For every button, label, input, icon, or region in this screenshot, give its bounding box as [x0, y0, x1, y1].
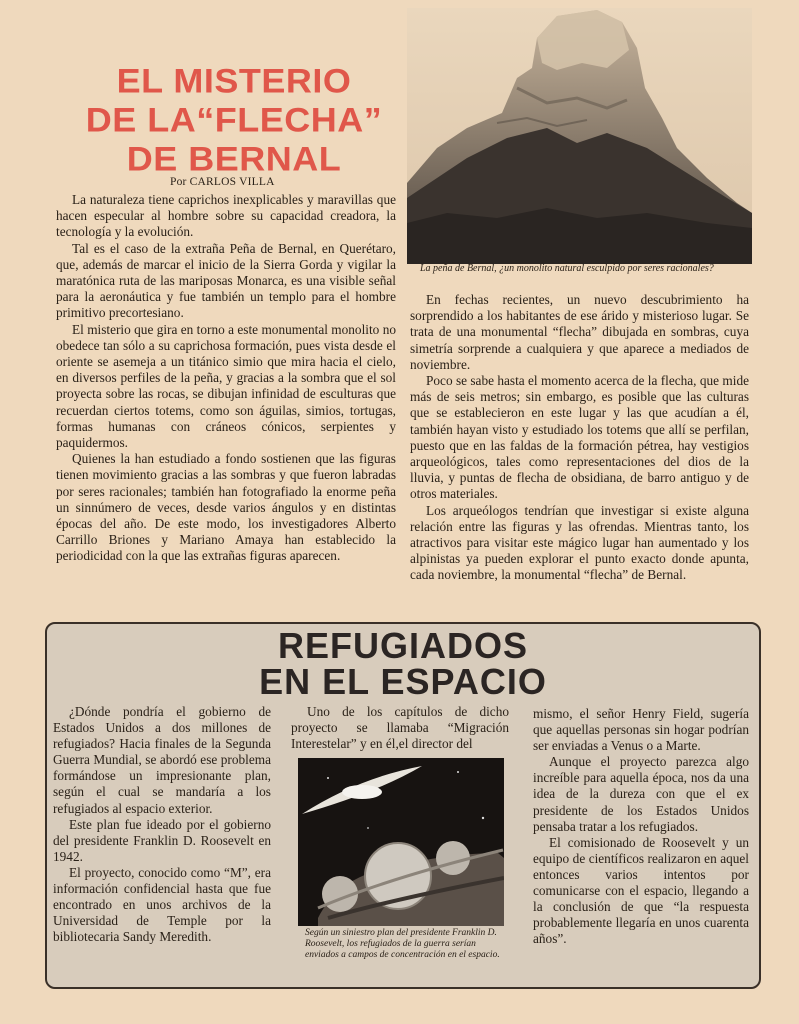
box-title — [47, 625, 759, 702]
box-column-3 — [533, 706, 749, 947]
mountain-photo — [407, 8, 752, 264]
article-right-column — [410, 292, 749, 584]
paragraph: Tal es el caso de la extraña Peña de Bernal, en Querétaro, que, además de marcar el inicio de la Sierra Gorda y vigilar la maratónica ruta de las mariposas Monarca, es una visible señal para la aeronáutica y fue también un templo para el hombre primitivo precortesiano. — [56, 240, 396, 321]
byline: Por CARLOS VILLA — [170, 176, 275, 188]
paragraph: El misterio que gira en torno a este monumental monolito no obedece tan sólo a su caprichosa formación, pues vista desde el oriente se asemeja a un titánico simio que mira hacia el cielo, en diversos perfiles de la peña, y gracias a la sombra que el sol proyecta sobre las rocas, se dibujan infinidad de esculturas que recuerdan ciertos totems, como son águilas, simios, tortugas, formas humanas con cráneos cónicos, serpientes y paquidermos. — [56, 321, 396, 451]
space-illustration — [298, 758, 504, 926]
space-caption: Según un siniestro plan del presidente Franklin D. Roosevelt, los refugiados de la guerra serían enviados a campos de concentración en el espacio. — [305, 928, 500, 961]
paragraph: Este plan fue ideado por el gobierno del presidente Franklin D. Roosevelt en 1942. — [53, 816, 271, 864]
paragraph: Uno de los capítulos de dicho proyecto se llamaba “Migración Interestelar” y en él,el director del — [291, 704, 509, 752]
paragraph: Quienes la han estudiado a fondo sostienen que las figuras tienen movimiento gracias a las sombras y que fueron labradas por seres racionales; también han fotografiado la enorme peña un sinnúmero de veces, desde varios ángulos y en distintas épocas del año. De este modo, los investigadores Alberto Carrillo Briones y Mariano Amaya han establecido la periodicidad con la que las extrañas figuras aparecen. — [56, 451, 396, 564]
title-line-1: EL MISTERIO — [116, 61, 352, 101]
mountain-caption: La peña de Bernal, ¿un monolito natural esculpido por seres racionales? — [420, 263, 714, 274]
paragraph: Poco se sabe hasta el momento acerca de la flecha, que mide más de seis metros; sin embargo, es posible que las culturas que se establecieron en este lugar y las que acudían a él, también hayan visto y estudiado los totems que allí se perfilan, puesto que en las faldas de la formación pétrea, hay vestigios arqueológicos, tales como representaciones del dios de la lluvia, y puntas de flecha de obsidiana, de barro antiguo y de otros materiales. — [410, 373, 749, 502]
title-line-3: DE BERNAL — [126, 138, 342, 178]
article-title — [58, 61, 410, 178]
mountain-illustration — [407, 8, 752, 264]
article-left-column — [56, 192, 396, 565]
paragraph: El comisionado de Roosevelt y un equipo de científicos realizaron en aquel entonces varios intentos por comunicarse con el espacio, llegando a la conclusión de que “la respuesta probablemente llegaría en unos cuarenta años”. — [533, 834, 749, 947]
paragraph: La naturaleza tiene caprichos inexplicables y maravillas que hacen especular al hombre sobre su capacidad creadora, la tecnología y la evolución. — [56, 192, 396, 240]
space-photo — [298, 758, 504, 926]
paragraph: ¿Dónde pondría el gobierno de Estados Unidos a dos millones de refugiados? Hacia finales de la Segunda Guerra Mundial, se abordó ese problema formándose un impresionante plan, según el cual se mandaría a los refugiados al espacio exterior. — [53, 704, 271, 816]
paragraph: En fechas recientes, un nuevo descubrimiento ha sorprendido a los habitantes de ese árido y misterioso lugar. Se trata de una monumental “flecha” dibujada en sombras, cuya simetría sorprende a cualquiera y que aparece a mediados de noviembre. — [410, 292, 749, 372]
box-title-line-2: EN EL ESPACIO — [259, 661, 547, 702]
paragraph: Aunque el proyecto parezca algo increíble para aquella época, nos da una idea de la dureza con que el ex presidente de los Estados Unidos pensaba tratar a los refugiados. — [533, 754, 749, 834]
box-title-line-1: REFUGIADOS — [277, 625, 528, 666]
box-column-2 — [291, 704, 509, 752]
paragraph: mismo, el señor Henry Field, sugería que aquellas personas sin hogar podrían ser enviadas a Venus o a Marte. — [533, 706, 749, 754]
refugees-article-box — [45, 622, 761, 989]
paragraph: Los arqueólogos tendrían que investigar si existe alguna relación entre las figuras y las ofrendas. Mientras tanto, los atractivos para visitar este mágico lugar han aumentado y los alpinistas ya pueden explorar el punto exacto donde apunta, cada noviembre, la monumental “flecha” de Bernal. — [410, 502, 749, 583]
box-column-1 — [53, 704, 271, 945]
title-line-2: DE LA“FLECHA” — [85, 100, 383, 139]
paragraph: El proyecto, conocido como “M”, era información confidencial hasta que fue encontrado en unos archivos de la Universidad de Temple por la bibliotecaria Sandy Meredith. — [53, 864, 271, 945]
